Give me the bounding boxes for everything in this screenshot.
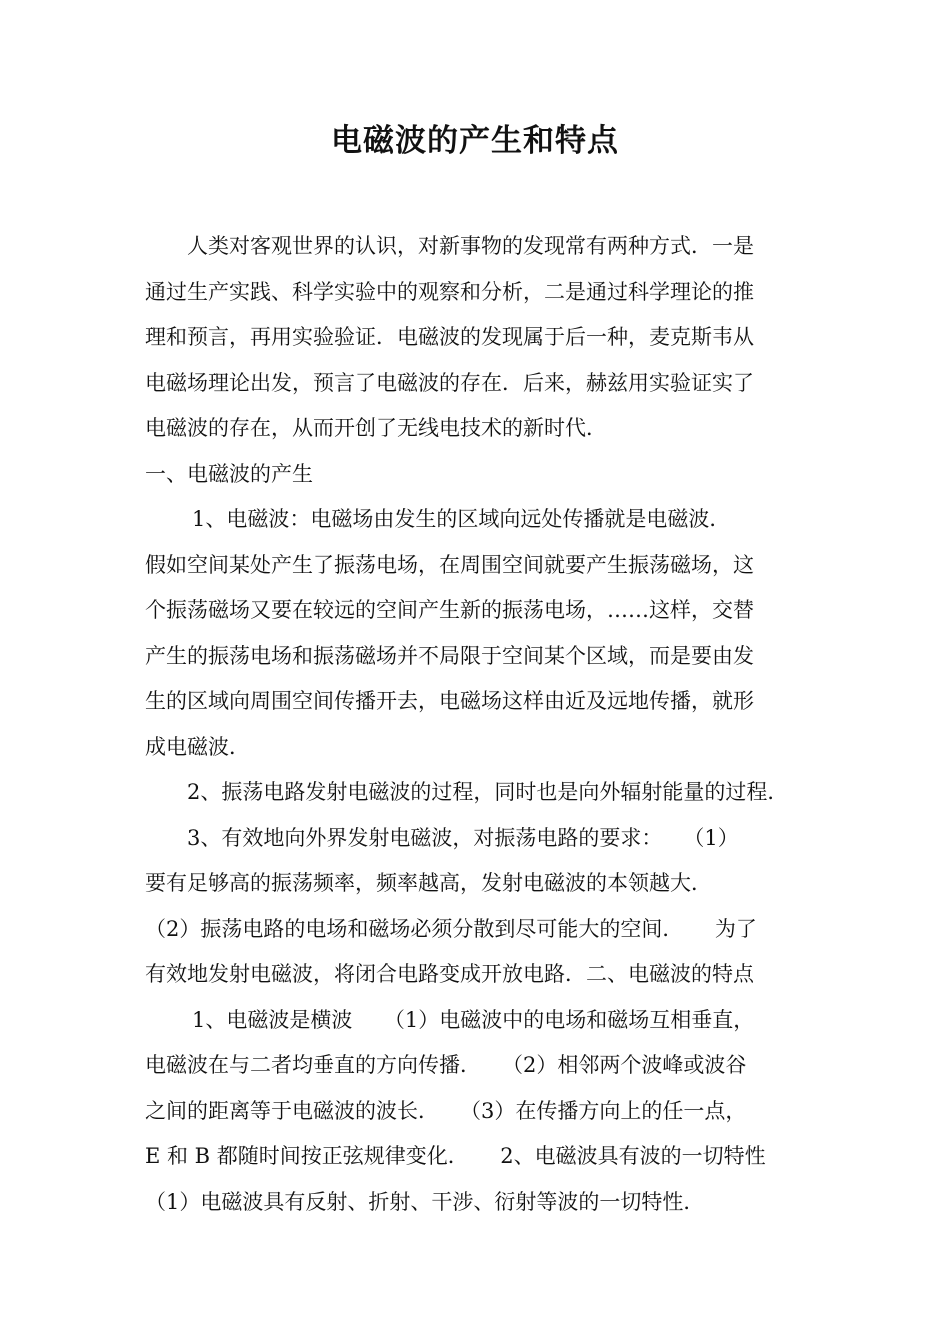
paragraph-line: 个振荡磁场又要在较远的空间产生新的振荡电场，……这样，交替 xyxy=(145,598,754,622)
paragraph-line: 2、振荡电路发射电磁波的过程，同时也是向外辐射能量的过程． xyxy=(187,780,789,804)
paragraph-line: 电磁波的存在，从而开创了无线电技术的新时代． xyxy=(145,416,607,440)
paragraph-line: 电磁波在与二者均垂直的方向传播． （2）相邻两个波峰或波谷 xyxy=(145,1053,747,1077)
paragraph-line: 人类对客观世界的认识，对新事物的发现常有两种方式．一是 xyxy=(187,234,754,258)
section-heading: 一、电磁波的产生 xyxy=(145,461,313,486)
paragraph-line: 理和预言，再用实验验证．电磁波的发现属于后一种，麦克斯韦从 xyxy=(145,325,754,349)
paragraph-line: 有效地发射电磁波，将闭合电路变成开放电路．二、电磁波的特点 xyxy=(145,962,754,986)
paragraph-line: 1、电磁波是横波 （1）电磁波中的电场和磁场互相垂直， xyxy=(192,1007,755,1032)
paragraph-line: 成电磁波． xyxy=(145,734,250,759)
paragraph-line: 之间的距离等于电磁波的波长． （3）在传播方向上的任一点， xyxy=(145,1098,747,1123)
paragraph-line: （2）振荡电路的电场和磁场必须分散到尽可能大的空间． 为了 xyxy=(145,916,757,941)
paragraph-line: 生的区域向周围空间传播开去，电磁场这样由近及远地传播，就形 xyxy=(145,689,754,713)
paragraph-line: 产生的振荡电场和振荡磁场并不局限于空间某个区域，而是要由发 xyxy=(145,643,754,668)
paragraph-line: 电磁场理论出发，预言了电磁波的存在．后来，赫兹用实验证实了 xyxy=(145,370,754,395)
paragraph-line: 3、有效地向外界发射电磁波，对振荡电路的要求： （1） xyxy=(187,825,739,850)
document-title: 电磁波的产生和特点 xyxy=(331,123,619,159)
paragraph-line: 1、电磁波：电磁场由发生的区域向远处传播就是电磁波． xyxy=(192,507,731,531)
paragraph-line: （1）电磁波具有反射、折射、干涉、衍射等波的一切特性． xyxy=(145,1189,705,1214)
paragraph-line: 要有足够高的振荡频率，频率越高，发射电磁波的本领越大． xyxy=(145,871,712,895)
paragraph-line: 通过生产实践、科学实验中的观察和分析，二是通过科学理论的推 xyxy=(145,279,754,304)
paragraph-line: 假如空间某处产生了振荡电场，在周围空间就要产生振荡磁场，这 xyxy=(145,552,754,577)
document-body xyxy=(145,224,817,1225)
paragraph-line: E 和 B 都随时间按正弦规律变化． 2、电磁波具有波的一切特性 xyxy=(145,1144,766,1168)
